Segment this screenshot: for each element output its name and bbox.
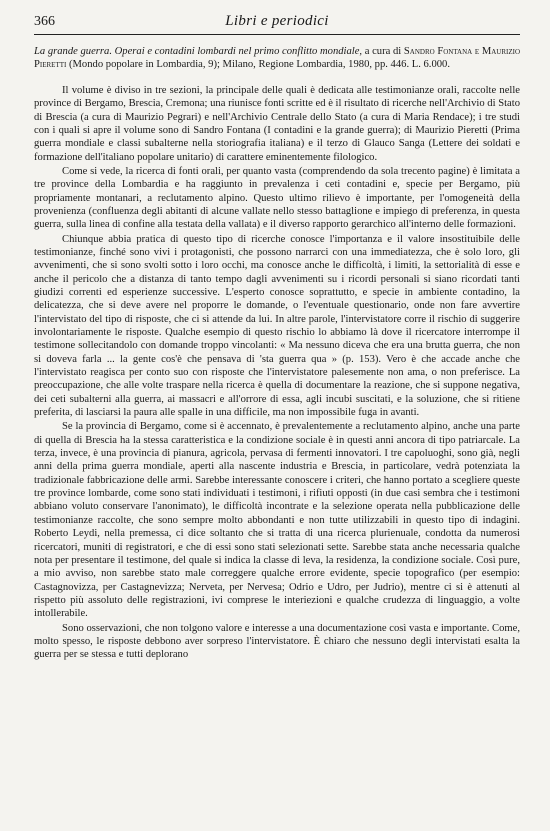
paragraph: Il volume è diviso in tre sezioni, la principale delle quali è dedicata alle testimonianze orali, raccolte nelle province di Bergamo, Brescia, Cremona; una riunisce fonti scritte ed è il risultato di ricerche nell'Archivio di Stato di Brescia (a cura di Maurizio Pegrari) e nell'Archivio Centrale dello Stato (a cura di Maria Rendace); i tre studi con i quali si apre il volume sono di Sandro Fontana (I contadini e la grande guerra); di Maurizio Pieretti (Prima guerra mondiale e classi subalterne nella storiografia italiana) e il terzo di Glauco Sanga (Lettere dei soldati e formazione dell'italiano popolare unitario) di carattere eminentemente filologico. bbox=[34, 84, 520, 163]
review-body bbox=[34, 84, 520, 662]
book-citation bbox=[34, 45, 520, 72]
citation-details: (Mondo popolare in Lombardia, 9); Milano, Regione Lombardia, 1980, pp. 446. L. 6.000. bbox=[68, 59, 450, 71]
running-title: Libri e periodici bbox=[225, 13, 329, 29]
page-header bbox=[34, 14, 520, 35]
citation-curated-by: a cura di bbox=[364, 46, 402, 57]
paragraph: Chiunque abbia pratica di questo tipo di ricerche conosce l'importanza e il valore insostituibile delle testimonianze, finché sono vivi i protagonisti, che possono narrarci con una immediatezza, che è solo loro, gli avvenimenti, che si sono svolti sotto i loro occhi, ma conosce anche le difficoltà, i limiti, la settorialità di esse e anche il pericolo che a distanza di tanto tempo dagli avvenimenti su i ricordi personali si siano ricordati tanti giudizi correnti ed esperienze successive. L'esperto conosce soprattutto, e specie in ambiente contadino, la delicatezza, che si deve avere nel proporre le domande, o l'eventuale questionario, onde non fare avvertire l'intervistato del tipo di risposte, che ci si attende da lui. In altre parole, l'intervistatore corre il rischio di suggerire involontariamente le risposte. Qualche esempio di questo rischio lo abbiamo là dove il ricercatore interrompe il testimone sollecitandolo con domande troppo vincolanti: « Ma nessuno diceva che era una brutta guerra, che non si doveva farla ... la gente cos'è che pensava di 'sta guerra qua » (p. 153). Vero è che accade anche che l'intervistato reagisca per conto suo con risposte che l'intervistatore palesemente non ama, o non preferisce. La preoccupazione, che alle volte traspare nella ricerca è quella di documentare la reazione, che si suppone negativa, dei ceti subalterni alla guerra, ai massacri e all'orrore di essa, agli incubi suscitati, e la soluzione, che si ritiene preferita, di lasciarsi la paura alle spalle in una difficile, ma non impossibile fuga in avanti. bbox=[34, 233, 520, 419]
citation-editors: Sandro Fontana e Maurizio Pieretti bbox=[34, 46, 521, 71]
paragraph: Come si vede, la ricerca di fonti orali, per quanto vasta (comprendendo da sola trecento pagine) è limitata a tre province della Lombardia e ha raggiunto in prevalenza i ceti contadini e, specie per Bergamo, più propriamente montanari, a reclutamento alpino. Questo ultimo rilievo è importante, per l'omogeneità della provenienza (confluenza degli abitanti di alcune vallate nello stesso battaglione e impiego di preferenza, in questa guerra, sulla linea di confine alla testata della vallata) e il diverso rapporto gerarchico all'interno delle formazioni. bbox=[34, 165, 520, 231]
paragraph: Sono osservazioni, che non tolgono valore e interesse a una documentazione così vasta e importante. Come, molto spesso, le risposte debbono aver sorpreso l'intervistatore. È chiaro che nessuno degli intervistati esalta la guerra per se stessa e tutti deplorano bbox=[34, 622, 520, 661]
page-number: 366 bbox=[34, 14, 55, 29]
citation-title: La grande guerra. Operai e contadini lombardi nel primo conflitto mondiale, bbox=[34, 46, 363, 57]
paragraph: Se la provincia di Bergamo, come si è accennato, è prevalentemente a reclutamento alpino, anche una parte di quella di Brescia ha la stessa caratteristica e la condizione sociale è in questi anni ancora di tipo patriarcale. La terza, invece, è una provincia di pianura, agricola, pervasa di fermenti innovatori. I tre capoluoghi, sono già, negli anni della prima guerra mondiale, aperti alla nascente industria e Brescia, in particolare, vedrà potenziata la tradizionale fabbricazione delle armi. Sarebbe interessante conoscere i criteri, che hanno portato a scegliere queste tre province lombarde, come sono stati individuati i testimoni, i rifiuti opposti (in due casi sembra che i testimoni abbiano voluto conservare l'anonimato), le difficoltà incontrate e la selezione operata nella pubblicazione delle testimonianze raccolte, che sono sempre molto abbondanti e non tutte utilizzabili in questo tipo di indagini. Roberto Leydi, nella premessa, ci dice soltanto che si tratta di una ricerca plurienuale, condotta da numerosi ricercatori, muniti di registratori, e che di essi sono stati selezionati sette. Sarebbe stata anche necessaria qualche nota per presentare il testimone, del quale si indica la classe di leva, la residenza, la condizione sociale. Così pure, a mio avviso, non sarebbe stato male correggere qualche errore evidente, specie topografico (per esempio: Castagnovizza, per Castagnevizza; Nerveta, per Nervesa; Odrio e Udro, per Judrio), mentre ci si è attenuti al rispetto più assoluto delle registrazioni, ivi comprese le interiezioni e qualche crudezza di linguaggio, a volte intollerabile. bbox=[34, 421, 520, 620]
